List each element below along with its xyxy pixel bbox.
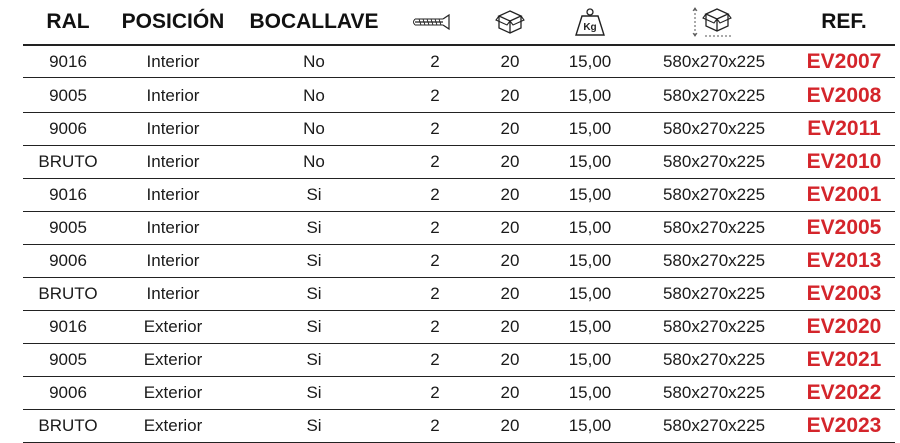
cell-peso: 15,00 (568, 151, 612, 171)
cell-peso: 15,00 (568, 316, 612, 336)
cell-posicion: Exterior (143, 382, 203, 402)
table-row (23, 310, 895, 344)
cell-unidades: 20 (500, 349, 520, 369)
cell-medidas: 580x270x225 (662, 217, 766, 237)
cell-medidas: 580x270x225 (662, 349, 766, 369)
table-row (23, 409, 895, 443)
cell-unidades: 20 (500, 184, 520, 204)
table-row (23, 79, 895, 113)
cell-ral: 9006 (49, 118, 87, 138)
cell-peso: 15,00 (568, 382, 612, 402)
cell-unidades: 20 (500, 415, 520, 435)
header-bocallave: BOCALLAVE (249, 10, 379, 33)
header-ral: RAL (46, 10, 90, 33)
cell-peso: 15,00 (568, 85, 612, 105)
cell-tornillos: 2 (430, 217, 440, 237)
table-row (23, 44, 895, 78)
cell-ref: EV2013 (806, 248, 882, 272)
cell-unidades: 20 (500, 217, 520, 237)
weight-icon (545, 0, 635, 44)
cell-ral: 9005 (49, 217, 87, 237)
cell-ral: 9016 (49, 316, 87, 336)
cell-posicion: Interior (146, 217, 200, 237)
cell-bocallave: Si (306, 250, 322, 270)
cell-medidas: 580x270x225 (662, 283, 766, 303)
cell-ref: EV2022 (806, 380, 882, 404)
cell-medidas: 580x270x225 (662, 316, 766, 336)
cell-ral: 9016 (49, 51, 87, 71)
cell-unidades: 20 (500, 382, 520, 402)
cell-posicion: Interior (146, 118, 200, 138)
cell-ref: EV2008 (806, 83, 882, 107)
cell-unidades: 20 (500, 118, 520, 138)
cell-posicion: Interior (146, 283, 200, 303)
cell-ref: EV2011 (807, 116, 881, 140)
cell-ral: BRUTO (38, 415, 98, 435)
weight-unit-label: Kg (583, 22, 597, 33)
cell-tornillos: 2 (430, 85, 440, 105)
cell-unidades: 20 (500, 316, 520, 336)
cell-peso: 15,00 (568, 250, 612, 270)
cell-tornillos: 2 (430, 349, 440, 369)
cell-unidades: 20 (500, 85, 520, 105)
cell-bocallave: No (303, 151, 325, 171)
cell-medidas: 580x270x225 (662, 184, 766, 204)
cell-peso: 15,00 (568, 184, 612, 204)
table-header (0, 0, 900, 44)
cell-ref: EV2021 (806, 347, 882, 371)
cell-posicion: Exterior (143, 316, 203, 336)
table-row (23, 211, 895, 245)
cell-peso: 15,00 (568, 283, 612, 303)
table-row (23, 277, 895, 311)
cell-peso: 15,00 (568, 415, 612, 435)
cell-posicion: Exterior (143, 349, 203, 369)
cell-bocallave: Si (306, 316, 322, 336)
cell-bocallave: Si (306, 349, 322, 369)
cell-tornillos: 2 (430, 250, 440, 270)
cell-bocallave: Si (306, 283, 322, 303)
cell-tornillos: 2 (430, 151, 440, 171)
cell-ral: 9006 (49, 250, 87, 270)
cell-bocallave: No (303, 118, 325, 138)
table-row (23, 178, 895, 212)
cell-tornillos: 2 (430, 118, 440, 138)
cell-tornillos: 2 (430, 283, 440, 303)
cell-ref: EV2003 (806, 281, 882, 305)
cell-ral: 9005 (49, 85, 87, 105)
cell-peso: 15,00 (568, 349, 612, 369)
cell-peso: 15,00 (568, 118, 612, 138)
cell-ref: EV2023 (806, 413, 882, 437)
table-row (23, 145, 895, 179)
cell-medidas: 580x270x225 (662, 415, 766, 435)
cell-medidas: 580x270x225 (662, 85, 766, 105)
cell-posicion: Interior (146, 184, 200, 204)
header-posicion: POSICIÓN (121, 10, 225, 33)
cell-medidas: 580x270x225 (662, 151, 766, 171)
cell-bocallave: No (303, 85, 325, 105)
cell-ref: EV2010 (806, 149, 882, 173)
cell-ref: EV2007 (806, 49, 882, 73)
cell-bocallave: Si (306, 382, 322, 402)
cell-posicion: Interior (146, 250, 200, 270)
cell-bocallave: Si (306, 415, 322, 435)
cell-bocallave: Si (306, 217, 322, 237)
cell-posicion: Interior (146, 85, 200, 105)
cell-unidades: 20 (500, 283, 520, 303)
cell-bocallave: No (303, 51, 325, 71)
table-row (23, 343, 895, 377)
cell-ral: 9016 (49, 184, 87, 204)
cell-unidades: 20 (500, 250, 520, 270)
cell-unidades: 20 (500, 51, 520, 71)
cell-bocallave: Si (306, 184, 322, 204)
cell-peso: 15,00 (568, 51, 612, 71)
cell-tornillos: 2 (430, 184, 440, 204)
box-icon (475, 0, 545, 44)
table-row (23, 112, 895, 146)
cell-medidas: 580x270x225 (662, 118, 766, 138)
cell-ral: 9005 (49, 349, 87, 369)
cell-posicion: Interior (146, 51, 200, 71)
cell-tornillos: 2 (430, 415, 440, 435)
table-row (23, 244, 895, 278)
cell-ral: 9006 (49, 382, 87, 402)
cell-medidas: 580x270x225 (662, 382, 766, 402)
cell-ral: BRUTO (38, 283, 98, 303)
box-dimensions-icon (635, 0, 793, 44)
cell-ral: BRUTO (38, 151, 98, 171)
cell-tornillos: 2 (430, 51, 440, 71)
cell-medidas: 580x270x225 (662, 51, 766, 71)
cell-unidades: 20 (500, 151, 520, 171)
cell-posicion: Interior (146, 151, 200, 171)
cell-tornillos: 2 (430, 316, 440, 336)
cell-medidas: 580x270x225 (662, 250, 766, 270)
cell-peso: 15,00 (568, 217, 612, 237)
cell-ref: EV2001 (806, 182, 882, 206)
screw-icon (395, 0, 475, 44)
cell-ref: EV2020 (806, 314, 882, 338)
cell-tornillos: 2 (430, 382, 440, 402)
header-ref: REF. (821, 10, 867, 33)
cell-posicion: Exterior (143, 415, 203, 435)
table-row (23, 376, 895, 410)
cell-ref: EV2005 (806, 215, 882, 239)
